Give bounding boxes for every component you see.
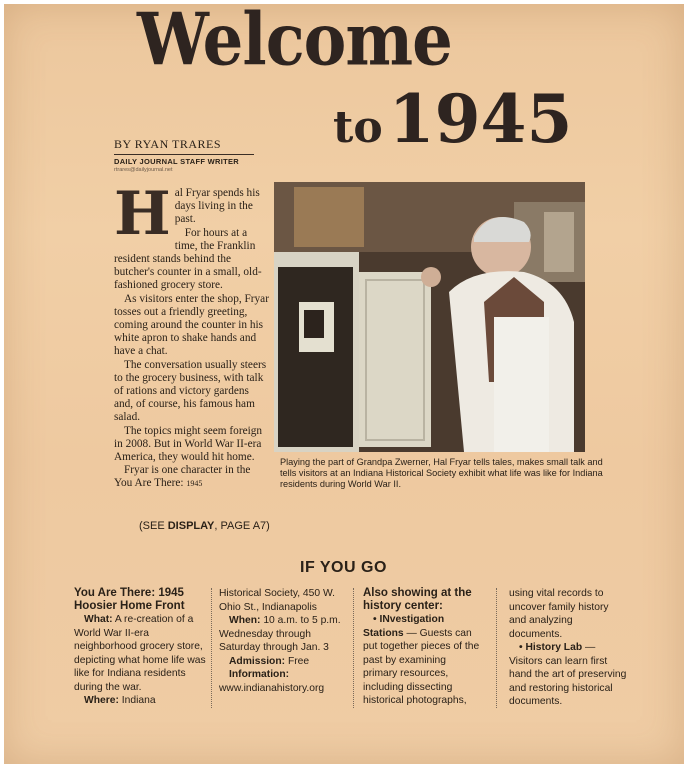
what-line: [74, 613, 206, 694]
paragraph-4: The conversation usually steers to the grocery business, with talk of rations and victory gardens and, of course, his famous ham salad.: [114, 358, 267, 424]
photo-illustration: [274, 182, 585, 452]
jump-word: DISPLAY: [167, 520, 215, 532]
column-divider: [211, 588, 212, 708]
where-label: Where:: [84, 695, 119, 706]
byline-author: BY RYAN TRARES: [114, 137, 222, 151]
information-label-text: Information:: [229, 669, 290, 680]
history-lab: [509, 641, 627, 709]
what-label: What:: [84, 614, 113, 625]
column-divider: [353, 588, 354, 708]
headline-to-1945: [333, 80, 573, 158]
paragraph-1-text: al Fryar spends his days living in the past.: [174, 187, 260, 226]
sidebar-col-1: [74, 587, 206, 708]
admission-text: Free: [285, 655, 310, 667]
paragraph-3: As visitors enter the shop, Fryar tosses out a friendly greeting, coming around the counter in his white apron to shake hands and have a chat.: [114, 292, 269, 358]
admission-label: Admission:: [229, 655, 286, 667]
history-lab-text: — Visitors can learn first hand the art of preserving and restoring historical documents.: [509, 642, 627, 707]
jump-line: [139, 520, 270, 532]
information-label: [219, 668, 347, 682]
byline-email: rtrares@dailyjournal.net: [114, 167, 173, 173]
paragraph-5: The topics might seem foreign in 2008. But in World War II-era America, they would hit home.: [114, 424, 263, 464]
headline-welcome: Welcome: [137, 0, 452, 83]
paragraph-6: [114, 464, 270, 490]
what-text: A re-creation of a World War II-era neighborhood grocery store, depicting what home life was like for Indiana residents during the war.: [74, 614, 206, 693]
sidebar-col-2: [219, 587, 347, 695]
when-text: 10 a.m. to 5 p.m. Wednesday through Saturday through Jan. 3: [219, 615, 341, 653]
information-url[interactable]: www.indianahistory.org: [219, 682, 325, 694]
investigation-text: — Guests can put together pieces of the past by examining primary resources, including dissecting historical photographs,: [363, 627, 480, 706]
when-label: When:: [229, 615, 261, 626]
headline-year: 1945: [388, 80, 573, 158]
paragraph-2: For hours at a time, the Franklin resident stands behind the butcher's counter in a small, old-fashioned grocery store.: [114, 226, 262, 292]
byline: [114, 137, 254, 173]
sidebar-title: IF YOU GO: [300, 559, 387, 576]
investigation-label: • INvestigation Stations: [363, 614, 445, 639]
jump-rest: , PAGE A7): [214, 520, 270, 532]
article-body: [114, 179, 270, 491]
sidebar-col-4: [509, 587, 627, 709]
when-line: [219, 614, 347, 655]
photo-caption: Playing the part of Grandpa Zwerner, Hal Fryar tells tales, makes small talk and tells visitors at an Indiana Historical Society exhibit what life was like for Indiana residents during World War II.: [280, 457, 603, 489]
column-divider: [496, 588, 497, 708]
paragraph-6-year: 1945: [186, 479, 203, 489]
paragraph-6-text: Fryar is one character in the You Are There:: [114, 464, 251, 490]
also-showing-heading: Also showing at the history center:: [363, 587, 472, 612]
drop-cap: H: [114, 179, 171, 249]
paragraph-1: [114, 179, 270, 249]
admission-line: [219, 655, 347, 669]
history-lab-label: • History Lab: [519, 642, 583, 653]
event-name: You Are There: 1945 Hoosier Home Front: [74, 587, 185, 612]
where-text: Indiana: [118, 695, 156, 706]
article-photo: [274, 182, 585, 452]
sidebar-col-3: [363, 587, 481, 708]
byline-staff: DAILY JOURNAL STAFF WRITER: [114, 154, 254, 166]
investigation-continued: using vital records to uncover family history and analyzing documents.: [509, 588, 609, 640]
headline-to: to: [333, 102, 383, 153]
investigation-stations: [363, 613, 481, 708]
jump-open: (SEE: [139, 520, 168, 532]
where-continued: Historical Society, 450 W. Ohio St., Indianapolis: [219, 588, 335, 613]
where-line: [74, 694, 206, 708]
